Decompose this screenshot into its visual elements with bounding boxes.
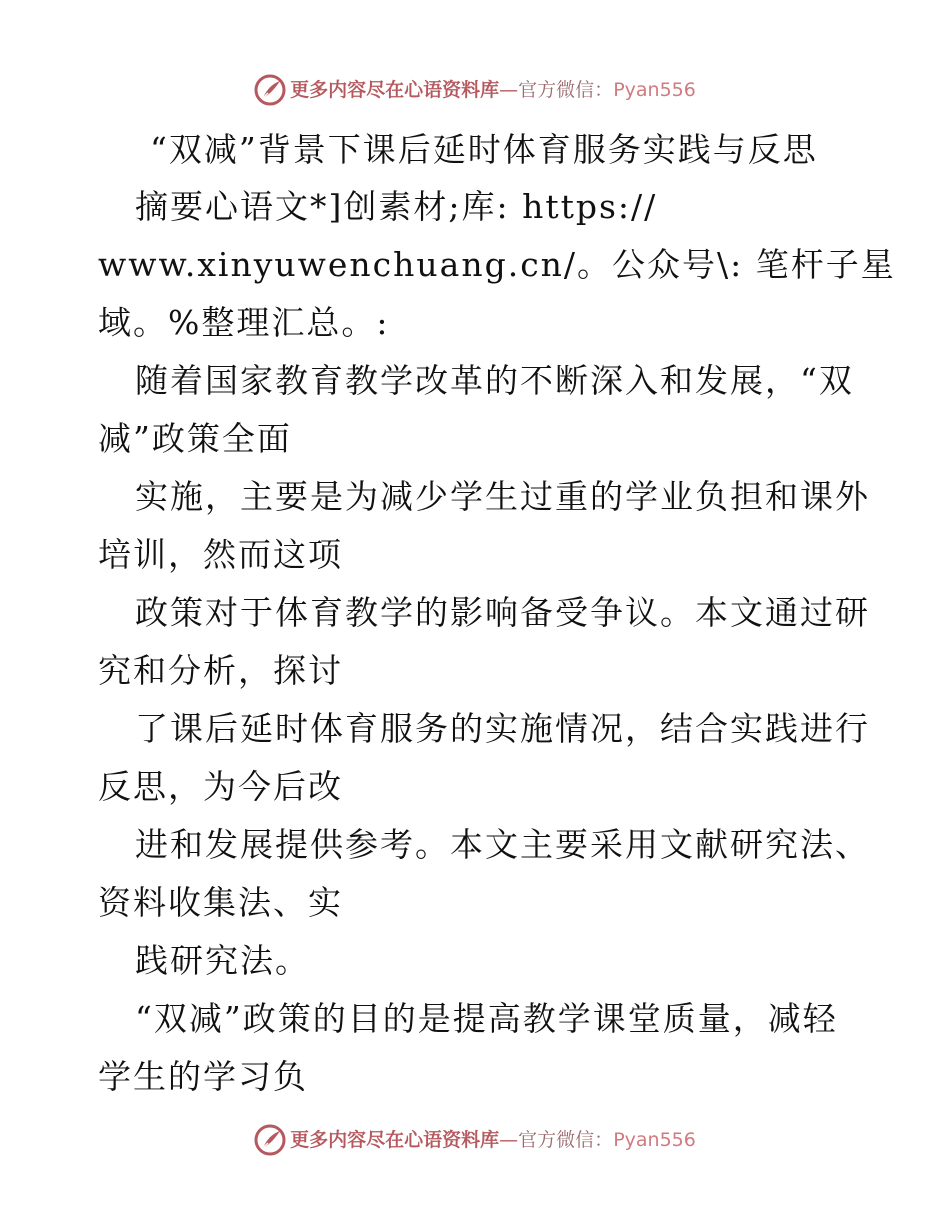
text-line: “双减”政策的目的是提高教学课堂质量，减轻 [135,999,838,1038]
text-line: 培训，然而这项 [98,535,343,574]
text-line: 究和分析，探讨 [98,651,343,690]
text-line: 减”政策全面 [98,419,292,458]
banner-main-text: 更多内容尽在心语资料库 [290,79,500,101]
text-line: 进和发展提供参考。本文主要采用文献研究法、 [135,825,870,864]
text-line: 摘要心语文*]创素材;库: https:// [135,187,658,226]
banner-wechat-label: 官方微信： [518,79,614,101]
text-line: 随着国家教育教学改革的不断深入和发展，“双 [135,361,854,400]
text-line: 政策对于体育教学的影响备受争议。本文通过研 [135,593,870,632]
banner-wechat-label: 官方微信： [518,1129,614,1151]
banner-wechat-id: Pyan556 [613,79,696,101]
text-line: 反思，为今后改 [98,767,343,806]
banner-separator: — [499,79,519,101]
quill-logo-icon [254,1124,286,1156]
text-line: 了课后延时体育服务的实施情况，结合实践进行 [135,709,870,748]
text-line: www.xinyuwenchuang.cn/。公众号\: 笔杆子星 [98,245,896,284]
text-line: 资料收集法、实 [98,883,343,922]
page-title: “双减”背景下课后延时体育服务实践与反思 [150,130,818,169]
text-line: 实施，主要是为减少学生过重的学业负担和课外 [135,477,870,516]
banner-separator: — [499,1129,519,1151]
banner-wechat-id: Pyan556 [613,1129,696,1151]
text-line: 域。%整理汇总。: [98,303,390,342]
quill-logo-icon [254,74,286,106]
banner-main-text: 更多内容尽在心语资料库 [290,1129,500,1151]
text-line: 学生的学习负 [98,1057,308,1096]
header-banner [0,74,950,106]
footer-banner [0,1124,950,1156]
text-line: 践研究法。 [135,941,310,980]
